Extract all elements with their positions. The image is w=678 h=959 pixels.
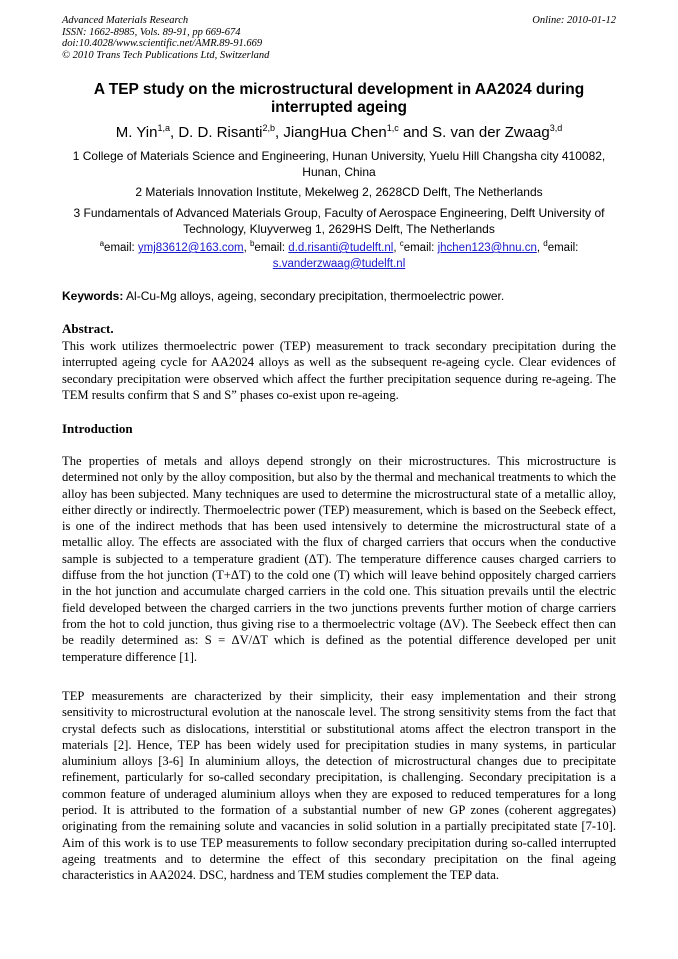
email-mark: c (399, 239, 404, 249)
email-link[interactable]: jhchen123@hnu.cn (437, 242, 537, 254)
affiliation-3: 3 Fundamentals of Advanced Materials Group, Faculty of Aerospace Engineering, Delft University of Technology, Kluyverweg 1, 2629HS Delft, The Netherlands (73, 206, 605, 236)
abstract-heading: Abstract. (62, 321, 114, 336)
journal-issn: ISSN: 1662-8985, Vols. 89-91, pp 669-674 (62, 26, 241, 38)
journal-doi: doi:10.4028/www.scientific.net/AMR.89-91.669 (62, 38, 263, 50)
author-separator: , (275, 124, 284, 141)
author-name: D. D. Risanti (178, 124, 263, 141)
keywords-text: Al-Cu-Mg alloys, ageing, secondary precipitation, thermoelectric power. (123, 289, 505, 303)
email-separator: , (393, 242, 400, 254)
journal-header (62, 15, 616, 61)
email-label: email: (254, 242, 289, 254)
abstract-text: This work utilizes thermoelectric power (TEP) measurement to track secondary precipitation during the interrupted ageing cycle for AA2024 alloys as well as the subsequent re-ageing cycle. Clear evidences of secondary precipitation were observed which affect the further precipitation sequence during re-ageing. The TEM results confirm that S and S” phases co-exist upon re-ageing. (62, 339, 616, 402)
affiliation-1: 1 College of Materials Science and Engineering, Hunan University, Yuelu Hill Changsha city 410082, Hunan, China (72, 149, 606, 179)
email-mark: b (249, 239, 255, 249)
paper-title: A TEP study on the microstructural development in AA2024 during interrupted ageing (93, 81, 585, 116)
author-affiliation-mark: 1,c (386, 123, 399, 133)
email-label: email: (547, 242, 579, 254)
keywords-label: Keywords: (62, 289, 124, 303)
intro-paragraph-1: The properties of metals and alloys depend strongly on their microstructures. This microstructure is determined not only by the alloy composition, but also by the thermal and mechanical treatments to which the alloy has been subjected. Many techniques are used to determine the microstructural state of a metallic alloy, either directly or indirectly. Thermoelectric power (TEP) measurement, which is based on the Seebeck effect, is one of the indirect methods that has been used intensively to determine the microstructural state of a metallic alloy. The effects are associated with the flux of charged carriers that occurs when the conductive sample is subjected to a temperature gradient (ΔT). The temperature difference causes charged carriers to diffuse from the hot junction (T+ΔT) to the cold one (T) which will leave behind oppositely charged carriers in the hot junction and accumulate charged carriers in the cold one. This situation prevails until the electric field developed between the charged carriers in the two junctions prevents further motion of charge carriers from the hot to cold junction, thus giving rise to a thermoelectric voltage (ΔV). The Seebeck effect then can be readily determined as: S = ΔV/ΔT which is defined as the potential difference developed per unit temperature difference [1]. (62, 454, 616, 664)
author-affiliation-mark: 3,d (549, 123, 563, 133)
email-mark: a (99, 239, 105, 249)
email-separator: , (536, 242, 544, 254)
email-mark: d (543, 239, 548, 249)
keywords (62, 289, 616, 304)
email-link[interactable]: ymj83612@163.com (137, 242, 244, 254)
author-name: M. Yin (115, 124, 158, 141)
journal-name: Advanced Materials Research (62, 15, 189, 26)
email-link[interactable]: s.vanderzwaag@tudelft.nl (272, 257, 406, 270)
author-list (62, 124, 616, 142)
introduction-heading: Introduction (62, 421, 133, 436)
journal-copyright: © 2010 Trans Tech Publications Ltd, Switzerland (62, 49, 270, 61)
author-separator: , (169, 124, 179, 141)
email-separator: , (243, 242, 250, 254)
author-separator: and (398, 124, 433, 141)
intro-paragraph-2: TEP measurements are characterized by their simplicity, their easy implementation and their strong sensitivity to microstructural evolution at the nanoscale level. The strong sensitivity stems from the fact that crystal defects such as dislocations, interstitial or substitutional atoms affect the electron transport in the materials [2]. Hence, TEP has been widely used for precipitation studies in many systems, in particular aluminium alloys [3-6] In aluminium alloys, the detection of microstructural changes due to precipitate refinement, particularly for so-called secondary precipitation, is challenging. Secondary precipitation is a common feature of underaged aluminium alloys when they are exposed to reduced temperatures for a long period. It is attributed to the formation of a substantial number of new GP zones (coherent aggregates) originating from the remaining solute and vacancies in solid solution in a partially precipitated state [7-10]. Aim of this work is to use TEP measurements to follow secondary precipitation during so-called interrupted ageing treatments and to determine the effect of this secondary precipitation on the final ageing characteristics in AA2024. DSC, hardness and TEM studies complement the TEP data. (62, 689, 616, 883)
online-date: Online: 2010-01-12 (532, 15, 616, 26)
email-list (62, 241, 616, 272)
author-affiliation-mark: 1,a (157, 123, 170, 133)
email-label: email: (104, 242, 138, 254)
email-link[interactable]: d.d.risanti@tudelft.nl (288, 242, 394, 254)
author-affiliation-mark: 2,b (262, 123, 276, 133)
author-name: JiangHua Chen (283, 124, 387, 141)
affiliation-2: 2 Materials Innovation Institute, Mekelweg 2, 2628CD Delft, The Netherlands (135, 185, 543, 199)
email-label: email: (403, 242, 438, 254)
author-name: S. van der Zwaag (432, 124, 550, 141)
